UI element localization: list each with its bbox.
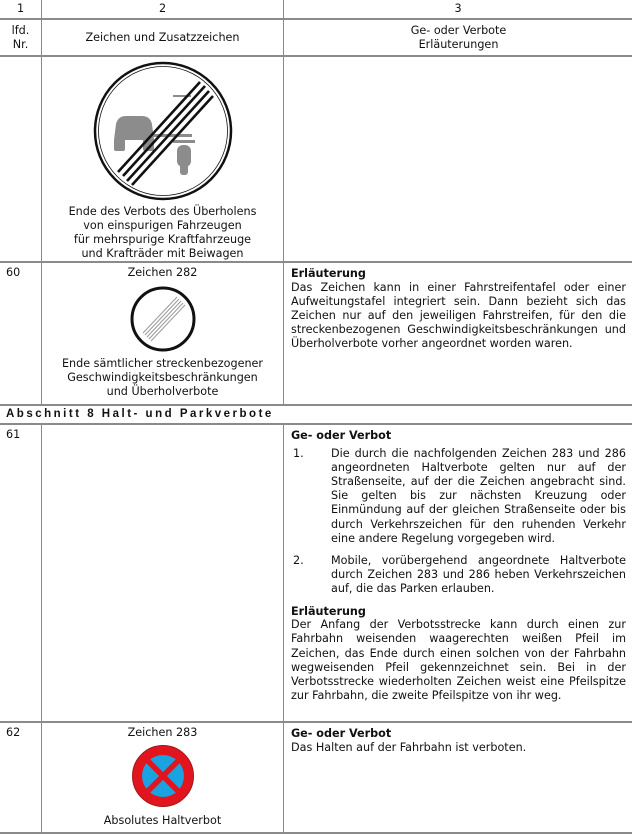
column-header-row bbox=[0, 19, 632, 56]
sign-cell bbox=[42, 722, 284, 833]
explanation-text: Der Anfang der Verbotsstrecke kann durch einen zur Fahrbahn weisenden waagerechten weißen Pfeil im Zeichen, das Ende durch einen solchen von der Fahrbahn wegweisenden Pfeil gekennzeichnet sein. Bei in der Verbotsstrecke wiederholten Zeichen weist eine Pfeilspitze zur Fahrbahn, die zweite Pfeilspitze von ihr weg. bbox=[291, 618, 626, 703]
rules-cell bbox=[284, 56, 633, 262]
caption-line: für mehrspurige Kraftfahrzeuge bbox=[73, 233, 252, 246]
sign-title: Zeichen 282 bbox=[127, 266, 198, 279]
column-header-sign: Zeichen und Zusatzzeichen bbox=[42, 19, 284, 56]
sign-caption bbox=[42, 357, 283, 399]
list-item-number: 1. bbox=[293, 446, 304, 460]
sign-cell bbox=[42, 262, 284, 405]
row-number: 60 bbox=[0, 262, 42, 405]
column-header-number bbox=[0, 19, 42, 56]
no-stopping-sign-icon bbox=[131, 744, 195, 808]
rules-cell bbox=[284, 424, 633, 722]
sign-cell bbox=[42, 424, 284, 722]
rule-heading: Ge- oder Verbot bbox=[291, 429, 392, 442]
list-item-text: Die durch die nachfolgenden Zeichen 283 und 286 angeordneten Haltverbote gelten nur auf der Straßenseite, auf der die Zeichen angebracht sind. Sie gelten bis zur nächsten Kreuzung oder Einmündung auf der gleichen Straßenseite oder bis durch Verkehrszeichen für den ruhenden Verkehr eine andere Regelung vorgegeben wird. bbox=[331, 446, 626, 545]
table-row bbox=[0, 56, 632, 262]
caption-line: und Überholverbote bbox=[106, 385, 219, 398]
table-row bbox=[0, 262, 632, 405]
list-item bbox=[291, 554, 626, 597]
column-number-2: 2 bbox=[42, 0, 284, 19]
end-of-overtaking-ban-motorcycles-sign-icon bbox=[92, 60, 234, 202]
sign-title: Zeichen 283 bbox=[127, 726, 198, 739]
caption-line: Ende sämtlicher streckenbezogener bbox=[61, 357, 264, 370]
sign-caption bbox=[42, 205, 283, 261]
caption-line: Geschwindigkeitsbeschränkungen bbox=[67, 371, 258, 384]
caption-line: Ende des Verbots des Überholens bbox=[68, 205, 257, 218]
header-explanations: Erläuterungen bbox=[418, 37, 499, 51]
sign-cell bbox=[42, 56, 284, 262]
caption-line: und Krafträder mit Beiwagen bbox=[81, 247, 244, 260]
column-header-rules bbox=[284, 19, 633, 56]
end-of-all-restrictions-sign-icon bbox=[129, 285, 197, 353]
list-item bbox=[291, 447, 626, 546]
column-number-1: 1 bbox=[0, 0, 42, 19]
header-rules: Ge- oder Verbote bbox=[410, 23, 507, 37]
column-number-3: 3 bbox=[284, 0, 633, 19]
row-number: 61 bbox=[0, 424, 42, 722]
rules-cell bbox=[284, 262, 633, 405]
caption-line: von einspurigen Fahrzeugen bbox=[83, 219, 242, 232]
explanation-heading: Erläuterung bbox=[291, 604, 366, 618]
list-item-number: 2. bbox=[293, 554, 304, 568]
rule-list bbox=[291, 447, 626, 597]
table-row bbox=[0, 722, 632, 833]
header-lfd: lfd. bbox=[11, 23, 30, 37]
rules-cell bbox=[284, 722, 633, 833]
column-number-row bbox=[0, 0, 632, 19]
section-header-row bbox=[0, 405, 632, 424]
row-number bbox=[0, 56, 42, 262]
rule-heading: Ge- oder Verbot bbox=[291, 727, 392, 740]
explanation-text: Das Zeichen kann in einer Fahrstreifentafel oder einer Aufweitungstafel integriert sein. Dann bezieht sich das Zeichen nur auf den jeweiligen Fahrstreifen, für den die streckenbezogenen Geschwindigkeitsbeschränkungen und Überholverbote vorher angeordnet worden waren. bbox=[291, 280, 626, 351]
header-nr: Nr. bbox=[12, 37, 29, 51]
list-item-text: Mobile, vorübergehend angeordnete Haltverbote durch Zeichen 283 und 286 heben Verkehrszeichen auf, die das Parken erlauben. bbox=[331, 554, 626, 596]
explanation-heading: Erläuterung bbox=[291, 267, 366, 280]
section-title: Abschnitt 8 Halt- und Parkverbote bbox=[0, 405, 632, 424]
rule-text: Das Halten auf der Fahrbahn ist verboten. bbox=[291, 740, 527, 754]
row-number: 62 bbox=[0, 722, 42, 833]
sign-caption: Absolutes Haltverbot bbox=[103, 814, 222, 827]
table-row bbox=[0, 424, 632, 722]
